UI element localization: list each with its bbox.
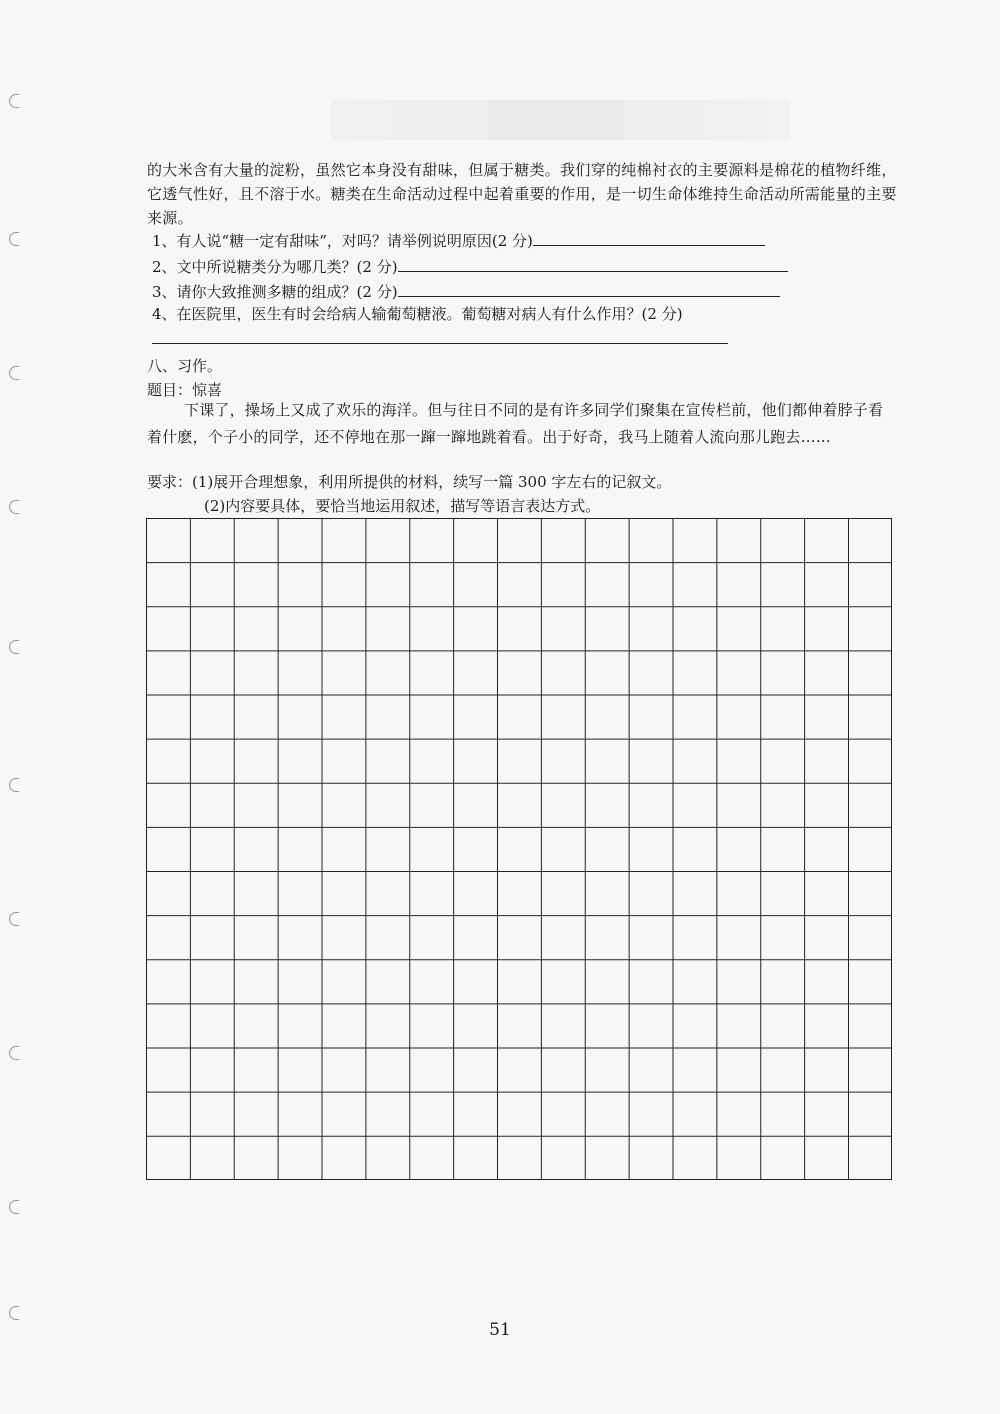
punch-hole xyxy=(9,640,19,654)
writing-grid[interactable] xyxy=(146,518,892,1180)
question-1-text: 1、有人说“糖一定有甜味”，对吗？请举例说明原因(2 分) xyxy=(152,232,533,250)
question-4-text: 4、在医院里，医生有时会给病人输葡萄糖液。葡萄糖对病人有什么作用？(2 分) xyxy=(152,305,683,323)
punch-hole xyxy=(9,500,19,514)
punch-hole xyxy=(9,1306,19,1320)
passage-text: 的大米含有大量的淀粉，虽然它本身没有甜味，但属于糖类。我们穿的纯棉衬衣的主要源料是棉花的植物纤维，它透气性好，且不溶于水。糖类在生命活动过程中起着重要的作用，是一切生命体维持生命活动所需能量的主要来源。 xyxy=(147,161,897,227)
composition-prompt: 下课了，操场上又成了欢乐的海洋。但与往日不同的是有许多同学们聚集在宣传栏前，他们都伸着脖子看着什麽，个子小的同学，还不停地在那一蹿一蹿地跳着看。出于好奇，我马上随着人流向那儿跑去…… xyxy=(147,401,884,446)
punch-hole xyxy=(9,366,19,380)
answer-blank-1[interactable] xyxy=(533,231,765,246)
requirement-2: (2)内容要具体，要恰当地运用叙述，描写等语言表达方式。 xyxy=(204,497,601,515)
question-1 xyxy=(152,230,765,252)
question-2-text: 2、文中所说糖类分为哪几类？(2 分) xyxy=(152,258,398,276)
punch-hole xyxy=(9,232,19,246)
question-4 xyxy=(152,303,683,325)
requirement-1: 要求：(1)展开合理想象，利用所提供的材料，续写一篇 300 字左右的记叙文。 xyxy=(147,473,672,491)
section-title: 八、习作。 xyxy=(147,357,223,375)
page-number: 51 xyxy=(489,1320,511,1340)
question-3 xyxy=(152,281,780,303)
punch-hole xyxy=(9,1046,19,1060)
question-2 xyxy=(152,256,788,278)
question-3-text: 3、请你大致推测多糖的组成？(2 分) xyxy=(152,283,398,301)
answer-blank-3[interactable] xyxy=(398,282,780,297)
punch-hole xyxy=(9,1200,19,1214)
answer-blank-4[interactable] xyxy=(152,343,728,344)
punch-hole xyxy=(9,778,19,792)
punch-hole xyxy=(9,912,19,926)
answer-blank-2[interactable] xyxy=(398,257,788,272)
composition-topic: 题目：惊喜 xyxy=(147,381,223,399)
bleed-through-shadow xyxy=(330,100,790,140)
punch-hole xyxy=(9,94,19,108)
